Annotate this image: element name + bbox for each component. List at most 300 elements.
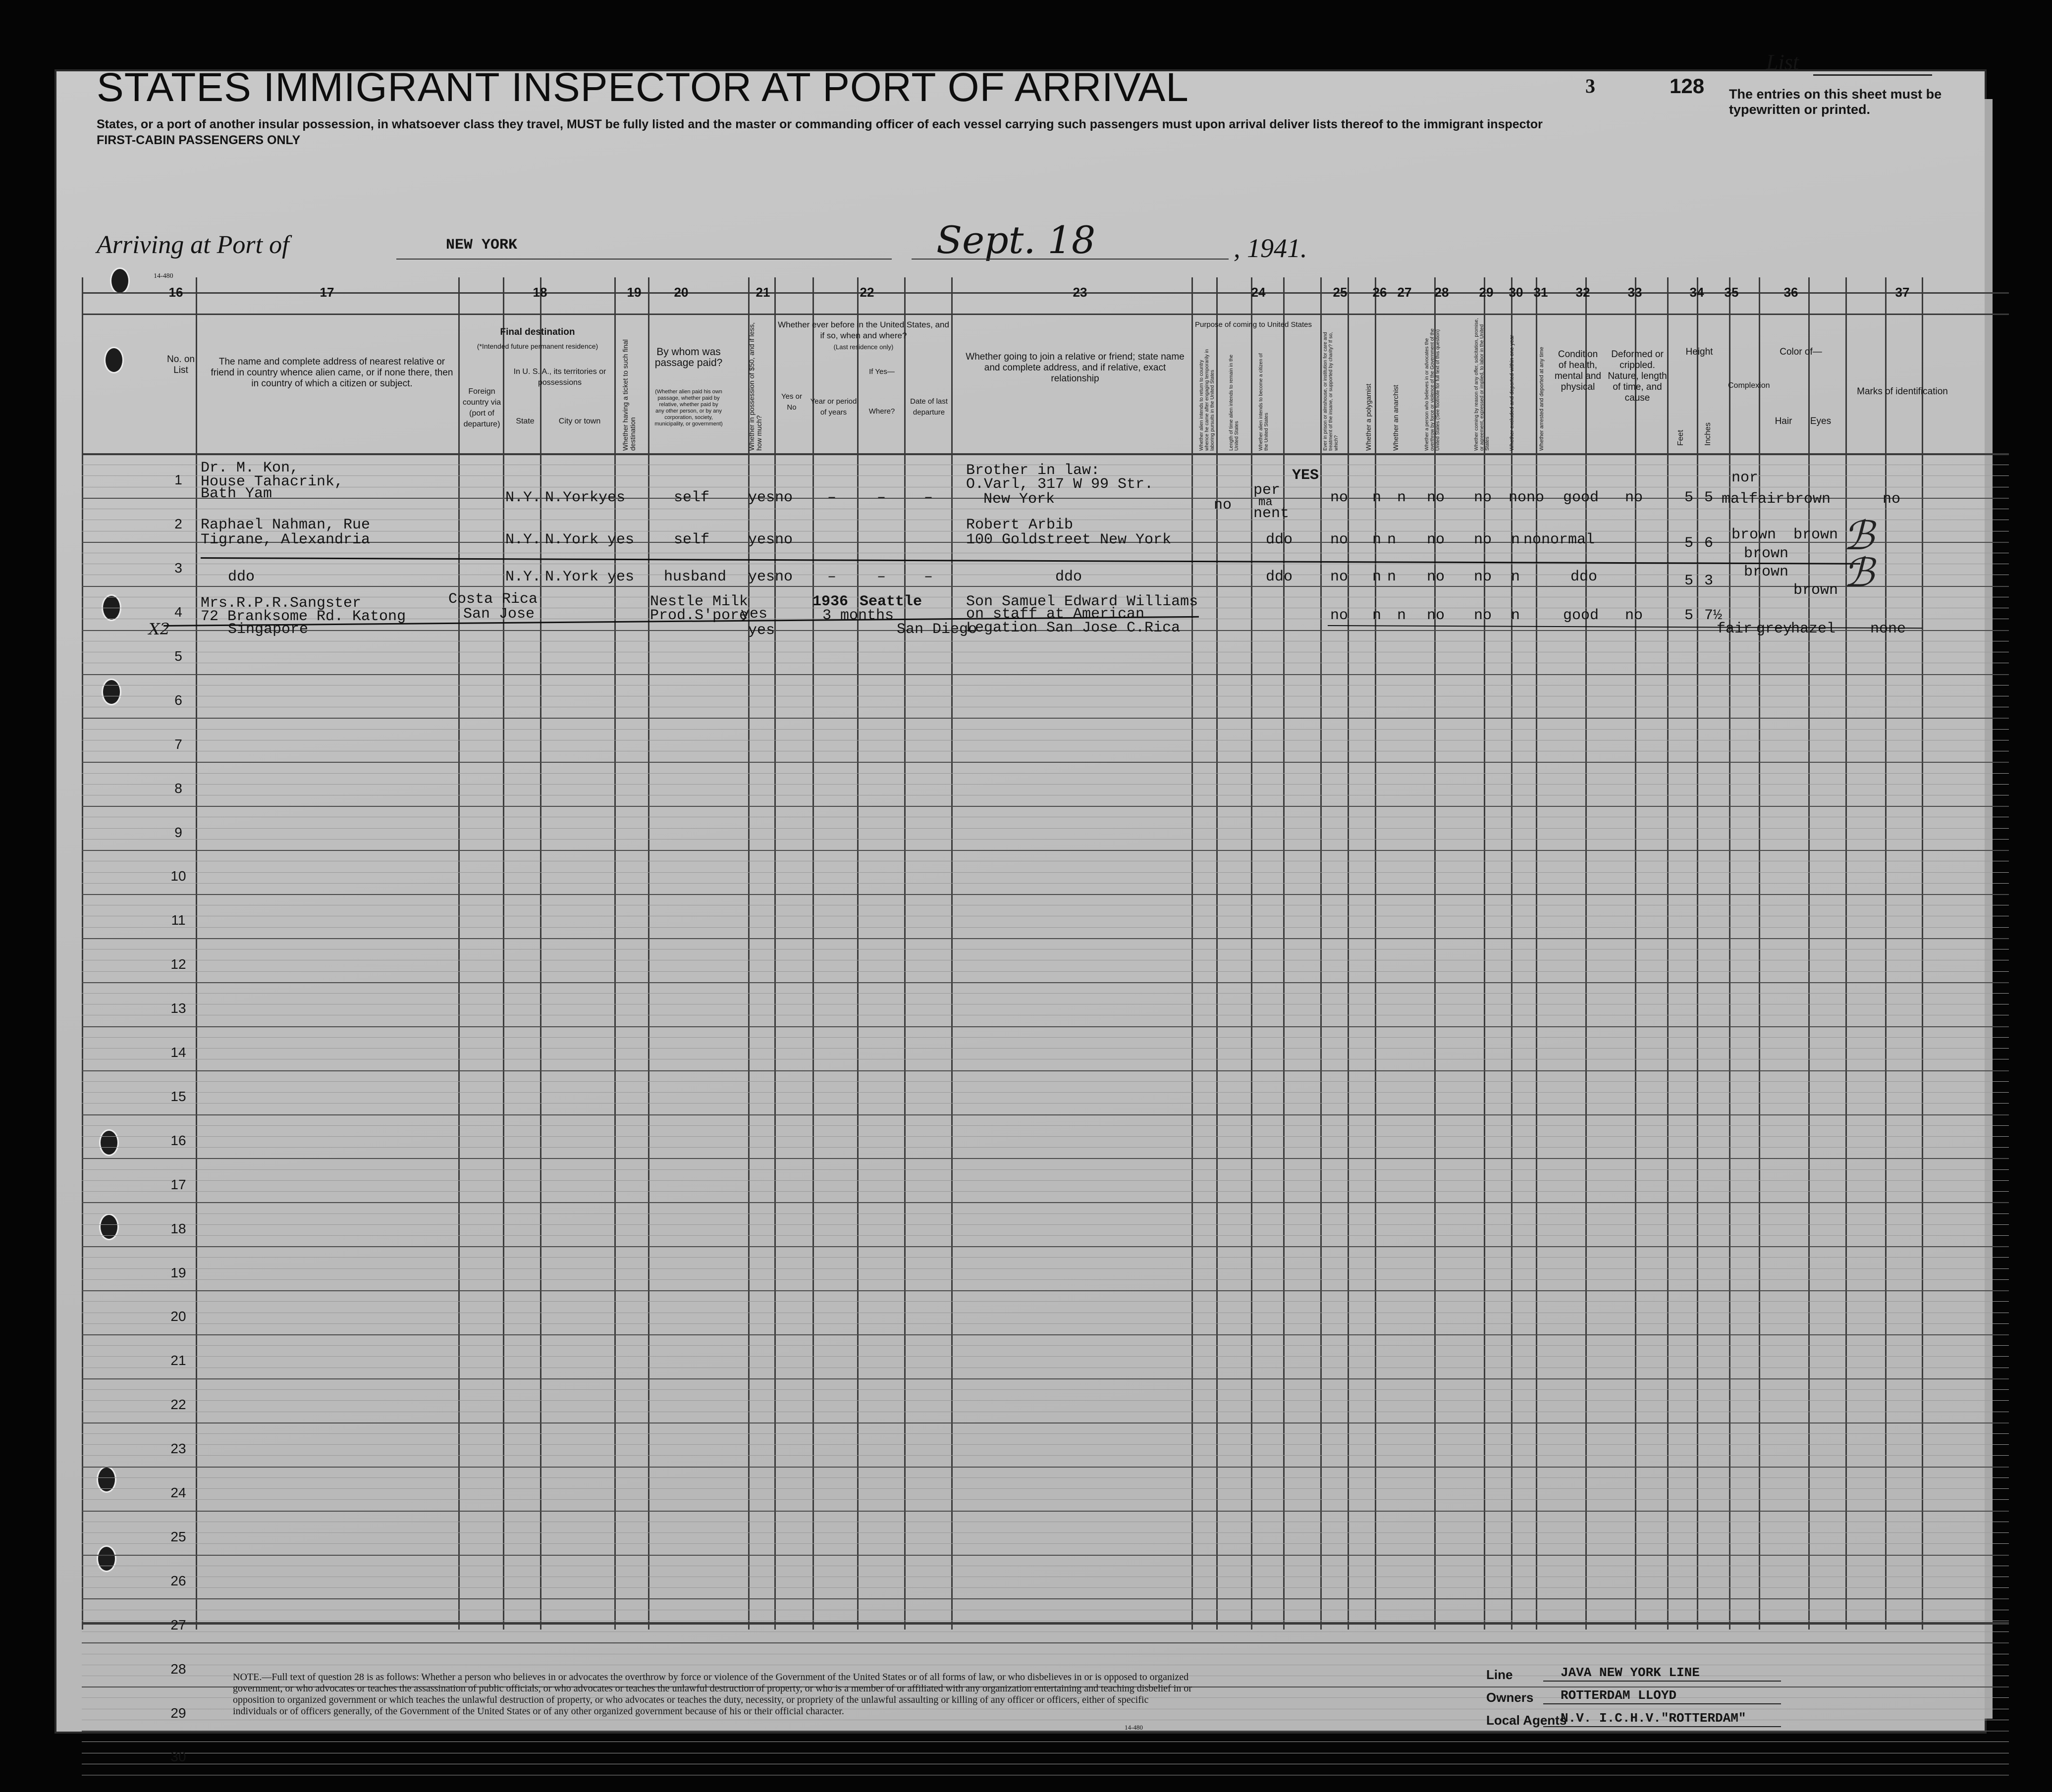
r2-prison: no bbox=[1330, 531, 1349, 548]
row-rule bbox=[82, 718, 2009, 719]
r2-feet: 5 bbox=[1684, 535, 1694, 552]
r1-eyes: brown bbox=[1786, 491, 1831, 508]
col-number: 25 bbox=[1333, 285, 1348, 300]
r2-eyes-b: brown bbox=[1744, 545, 1789, 562]
r3-relative: ddo bbox=[228, 569, 255, 585]
r3-prison: no bbox=[1330, 569, 1349, 585]
row-rule bbox=[82, 1511, 2009, 1512]
header-final-destination-note: (*Intended future permanent residence) bbox=[477, 342, 598, 350]
col-line bbox=[458, 277, 460, 1630]
row-number: 19 bbox=[170, 1265, 186, 1280]
ruled-line bbox=[82, 773, 2009, 774]
row-rule bbox=[82, 894, 2009, 895]
r3-state: N.Y. bbox=[505, 569, 541, 585]
row-rule bbox=[82, 850, 2009, 851]
row-rule bbox=[82, 1246, 2009, 1247]
ruled-line bbox=[82, 1037, 2009, 1038]
ruled-line bbox=[82, 1543, 2009, 1544]
header-polygamist: Whether a polygamist bbox=[1364, 383, 1372, 451]
r1-health: good bbox=[1563, 489, 1599, 506]
r1-relative-line2: House Tahacrink, bbox=[201, 474, 344, 490]
ruled-line bbox=[82, 1048, 2009, 1049]
r2-joining-line1: Robert Arbib bbox=[966, 517, 1074, 533]
r4-where-line2: San Diego bbox=[897, 621, 977, 638]
r4-joining-line3: Legation San Jose C.Rica bbox=[966, 620, 1181, 636]
row-number: 16 bbox=[170, 1133, 186, 1148]
row-rule bbox=[82, 1158, 2009, 1159]
col-line bbox=[614, 277, 616, 1630]
ruled-line bbox=[82, 1356, 2009, 1357]
r1-year: – bbox=[827, 489, 837, 506]
col-number: 17 bbox=[320, 285, 334, 300]
ruled-line bbox=[82, 1268, 2009, 1269]
footnote: NOTE.—Full text of question 28 is as follows: Whether a person who believes in or advocates the overthrow by force or violence of the Government of the United States or of all forms of law, or who disbelieves in or is opposed to organized government, or who advocates or teaches the assassination of public officials, or who advocates or teaches the unlawful destruction of property, or who is a member of or affiliated with any organization entertaining and teaching disbelief in or opposition to organized government or which teaches the unlawful destruction of property, or who advocates or teaches the duty, necessity, or propriety of the unlawful assaulting or killing of any officer or officers, either of specific individuals or of officers generally, of the Government of the United States or of any other organized government because of his or their official character. bbox=[233, 1672, 1192, 1717]
r4-polygamist: n bbox=[1372, 607, 1382, 624]
form-code: 14-480 bbox=[154, 272, 173, 280]
header-last-residence: (Last residence only) bbox=[833, 343, 894, 351]
r1-deported: nono bbox=[1509, 489, 1545, 506]
line-rule bbox=[1543, 1681, 1781, 1682]
r3-deported: n bbox=[1511, 569, 1520, 585]
r1-hair: fair bbox=[1749, 491, 1785, 508]
row-number: 28 bbox=[170, 1661, 186, 1677]
owners-label: Owners bbox=[1486, 1690, 1534, 1705]
ruled-line bbox=[82, 1389, 2009, 1390]
row-number: 8 bbox=[174, 781, 182, 796]
row-number: 29 bbox=[170, 1705, 186, 1721]
r3-health: ddo bbox=[1570, 569, 1598, 585]
header-date-departure: Date of last departure bbox=[910, 397, 948, 417]
list-label: List bbox=[1766, 50, 1799, 74]
row-rule bbox=[82, 1642, 2009, 1643]
col-line bbox=[1667, 277, 1669, 1630]
ruled-line bbox=[82, 1741, 2009, 1742]
ruled-line bbox=[82, 1477, 2009, 1478]
ruled-line bbox=[82, 1224, 2009, 1225]
col-number: 21 bbox=[756, 285, 770, 300]
list-number-line bbox=[1813, 74, 1932, 76]
r4-money-a: yes bbox=[741, 606, 768, 623]
ruled-line bbox=[82, 1587, 2009, 1588]
col-line bbox=[1536, 277, 1537, 1630]
header-purpose-a: Whether alien intends to return to country whence he came after engaging temporarily in laboring pursuits in the United States bbox=[1199, 349, 1215, 451]
r2-joining-line2: 100 Goldstreet New York bbox=[966, 531, 1172, 548]
ruled-line bbox=[82, 1136, 2009, 1137]
r3-contract: no bbox=[1474, 569, 1492, 585]
r2-eyes: brown bbox=[1793, 527, 1838, 543]
r2-hair: brown bbox=[1731, 527, 1777, 543]
header-final-destination: Final destination bbox=[500, 327, 575, 337]
header-deformed: Deformed or crippled. Nature, length of time, and cause bbox=[1608, 349, 1667, 403]
r4-year-line2: 3 months bbox=[822, 607, 894, 624]
r4-inches: 7½ bbox=[1704, 607, 1723, 624]
row-rule bbox=[82, 938, 2009, 939]
col-line bbox=[1484, 277, 1485, 1630]
col-number: 19 bbox=[627, 285, 642, 300]
ruled-line bbox=[82, 1488, 2009, 1489]
ruled-line bbox=[82, 1444, 2009, 1445]
ruled-line bbox=[82, 1279, 2009, 1280]
row-number: 18 bbox=[170, 1221, 186, 1236]
col-line bbox=[857, 277, 859, 1630]
col-line bbox=[82, 277, 83, 1630]
agents-rule bbox=[1543, 1726, 1781, 1727]
col-line bbox=[1845, 277, 1847, 1630]
col-line bbox=[1434, 277, 1436, 1630]
ruled-line bbox=[82, 1400, 2009, 1401]
row-number: 12 bbox=[170, 956, 186, 972]
ruled-line bbox=[82, 971, 2009, 972]
r3-eyes: brown bbox=[1793, 582, 1838, 599]
r3-overthrow: no bbox=[1427, 569, 1445, 585]
r4-relative-line1: Mrs.R.P.R.Sangster bbox=[201, 595, 362, 612]
r4-foreign-line1: Costa Rica bbox=[448, 591, 538, 608]
header-color-of: Color of— bbox=[1780, 347, 1822, 357]
r1-intent: no bbox=[1214, 497, 1232, 514]
ruled-line bbox=[82, 1169, 2009, 1170]
col-number: 33 bbox=[1627, 285, 1642, 300]
initials-signature: ℬ bbox=[1843, 550, 1874, 596]
col-line bbox=[1585, 277, 1587, 1630]
col-line bbox=[1375, 277, 1376, 1630]
col-line bbox=[1283, 277, 1285, 1630]
header-money: Whether in possession of $50, and if less, how much? bbox=[748, 322, 763, 451]
ruled-line bbox=[82, 1323, 2009, 1324]
row-rule bbox=[82, 1775, 2009, 1776]
ruled-line bbox=[82, 1103, 2009, 1104]
row-rule bbox=[82, 1555, 2009, 1556]
header-eyes: Eyes bbox=[1810, 416, 1832, 426]
ruled-line bbox=[82, 1433, 2009, 1434]
r1-feet: 5 bbox=[1684, 489, 1694, 506]
col-line bbox=[904, 277, 906, 1630]
r4-foreign-line2: San Jose bbox=[463, 606, 535, 623]
col-number: 23 bbox=[1073, 285, 1087, 300]
col-number: 24 bbox=[1251, 285, 1266, 300]
row-number: 20 bbox=[170, 1309, 186, 1324]
r1-city: N.Yorkyes bbox=[545, 489, 626, 506]
r1-complexion-b: mal bbox=[1722, 491, 1749, 508]
header-in-usa: In U. S. A., its territories or possessions bbox=[513, 368, 606, 387]
header-arrested: Whether arrested and deported at any time bbox=[1539, 347, 1545, 451]
r4-health: good bbox=[1563, 607, 1599, 624]
ruled-line bbox=[82, 872, 2009, 873]
r1-deformed: no bbox=[1625, 489, 1643, 506]
ruled-line bbox=[82, 1301, 2009, 1302]
arrival-year: , 1941. bbox=[1234, 233, 1307, 263]
col-number: 35 bbox=[1724, 285, 1739, 300]
r3-inches: 3 bbox=[1704, 573, 1714, 589]
r1-joining-line1: Brother in law: bbox=[966, 462, 1100, 479]
row-rule bbox=[82, 1378, 2009, 1379]
r1-contract: no bbox=[1474, 489, 1492, 506]
header-overthrow: Whether a person who believes in or advocates the overthrow by force or violence of the Government of the United States (See footnote for full text of this question) bbox=[1424, 328, 1441, 451]
row-number: 9 bbox=[174, 825, 182, 840]
r2-contract: no bbox=[1474, 531, 1492, 548]
r1-state: N.Y. bbox=[505, 489, 541, 506]
col-number: 20 bbox=[674, 285, 689, 300]
r4-joining-line1: Son Samuel Edward Williams bbox=[966, 593, 1198, 610]
r2-paid: self bbox=[674, 531, 710, 548]
row-rule bbox=[82, 586, 2009, 587]
col-line bbox=[648, 277, 649, 1630]
r1-marks: no bbox=[1883, 491, 1901, 508]
r1-relative-line1: Dr. M. Kon, bbox=[201, 460, 299, 476]
r3-paid: husband bbox=[664, 569, 727, 585]
row-number: 27 bbox=[170, 1617, 186, 1633]
date-rule bbox=[912, 259, 1229, 260]
r4-check-mark: X2 bbox=[149, 620, 170, 638]
arrival-date: Sept. 18 bbox=[936, 218, 1096, 262]
ruled-line bbox=[82, 1147, 2009, 1148]
r3-year: – bbox=[827, 569, 837, 585]
r1-prison: no bbox=[1330, 489, 1349, 506]
r1-relative-line3: Bath Yam bbox=[201, 485, 272, 502]
r1-polygamist: n bbox=[1372, 489, 1382, 506]
r1-complexion: nor bbox=[1731, 470, 1759, 486]
r4-joining-line2: on staff at American bbox=[966, 606, 1145, 623]
ruled-line bbox=[82, 784, 2009, 785]
ruled-line bbox=[82, 1191, 2009, 1192]
r4-year-line1: 1936 bbox=[812, 593, 849, 610]
ruled-line bbox=[82, 1180, 2009, 1181]
rule bbox=[82, 453, 2009, 455]
r1-joining-line2: O.Varl, 317 W 99 Str. bbox=[966, 476, 1154, 493]
r1-inches: 5 bbox=[1704, 489, 1714, 506]
r4-feet: 5 bbox=[1684, 607, 1694, 624]
col-line bbox=[812, 277, 814, 1630]
r1-overthrow: no bbox=[1427, 489, 1445, 506]
subtitle-line: FIRST-CABIN PASSENGERS ONLY bbox=[97, 133, 301, 147]
r2-money: yesno bbox=[748, 531, 793, 548]
row-number: 10 bbox=[170, 868, 186, 884]
r3-joining: ddo bbox=[1055, 569, 1082, 585]
line-label: Line bbox=[1486, 1667, 1513, 1682]
r2-state: N.Y. bbox=[505, 531, 541, 548]
header-purpose-c: Whether alien intends to become a citizen of the United States bbox=[1258, 353, 1269, 451]
r2-overthrow: no bbox=[1427, 531, 1445, 548]
header-foreign-country: Foreign country via (port of departure) bbox=[462, 387, 501, 428]
r2-city: N.York yes bbox=[545, 531, 635, 548]
header-purpose-b: Length of time alien intends to remain in the United States bbox=[1229, 354, 1240, 451]
ruled-line bbox=[82, 1081, 2009, 1082]
ruled-line bbox=[82, 1125, 2009, 1126]
row-rule bbox=[82, 1290, 2009, 1291]
header-anarchist: Whether an anarchist bbox=[1392, 384, 1400, 451]
r3-money: yesno bbox=[748, 569, 793, 585]
r1-joining-line3: New York bbox=[983, 491, 1055, 508]
row-number: 3 bbox=[174, 560, 182, 576]
col-number: 34 bbox=[1689, 285, 1704, 300]
r3-city: N.York yes bbox=[545, 569, 635, 585]
rule bbox=[82, 314, 2009, 315]
ruled-line bbox=[82, 729, 2009, 730]
header-prison: Ever in prison or almshouse, or institution for care and treatment of the insane, or supported by charity? If so, which? bbox=[1323, 332, 1339, 451]
header-if-yes: If Yes— bbox=[869, 368, 895, 376]
r4-where-line1: Seattle bbox=[860, 593, 922, 610]
r1-where: – bbox=[877, 489, 886, 506]
r3-anarchist: n bbox=[1387, 569, 1397, 585]
r1-length-a: per bbox=[1253, 482, 1281, 499]
header-contract: Whether coming by reason of any offer, solicitation, promise, or agreement, expressed or implied, to labor in the United States bbox=[1474, 318, 1490, 451]
header-city: City or town bbox=[558, 417, 601, 425]
col-line bbox=[503, 277, 504, 1630]
ruled-line bbox=[82, 1499, 2009, 1500]
col-number: 32 bbox=[1575, 285, 1590, 300]
r4-money-b: yes bbox=[748, 622, 775, 639]
col-number: 26 bbox=[1372, 285, 1387, 300]
col-number: 31 bbox=[1533, 285, 1548, 300]
ruled-line bbox=[82, 1257, 2009, 1258]
header-joining: Whether going to join a relative or friend; state name and complete address, and if relative, exact relationship bbox=[966, 352, 1185, 384]
row-number: 1 bbox=[174, 472, 182, 487]
ruled-line bbox=[82, 828, 2009, 829]
col-line bbox=[1320, 277, 1322, 1630]
r1-money: yesno bbox=[748, 489, 793, 506]
col-number: 18 bbox=[533, 285, 547, 300]
r1-citizen: YES bbox=[1292, 467, 1319, 484]
row-number: 24 bbox=[170, 1485, 186, 1500]
header-purpose: Purpose of coming to United States bbox=[1195, 320, 1312, 329]
col-line bbox=[951, 277, 953, 1630]
r4-relative-line3: Singapore bbox=[228, 621, 309, 638]
r4-prison: no bbox=[1330, 607, 1349, 624]
r4-deformed: no bbox=[1625, 607, 1643, 624]
col-number: 29 bbox=[1479, 285, 1494, 300]
col-line bbox=[748, 277, 750, 1630]
col-line bbox=[1922, 277, 1923, 1630]
row-number: 30 bbox=[170, 1749, 186, 1764]
col-number: 36 bbox=[1783, 285, 1798, 300]
footnote-code: 14-480 bbox=[1125, 1724, 1143, 1731]
row-rule bbox=[82, 1202, 2009, 1203]
col-line bbox=[1697, 277, 1698, 1630]
ruled-line bbox=[82, 1092, 2009, 1093]
ruled-line bbox=[82, 1455, 2009, 1456]
col-line bbox=[196, 277, 197, 1630]
typewritten-note: The entries on this sheet must be typewritten or printed. bbox=[1729, 87, 1942, 117]
ruled-line bbox=[82, 1532, 2009, 1533]
r2-length: ddo bbox=[1266, 531, 1293, 548]
col-number: 22 bbox=[860, 285, 874, 300]
ruled-line bbox=[82, 1235, 2009, 1236]
col-line bbox=[1251, 277, 1252, 1630]
header-year-period: Year or period of years bbox=[810, 397, 857, 417]
header-passage-paid: By whom was passage paid? bbox=[654, 346, 723, 369]
header-feet: Feet bbox=[1676, 429, 1685, 446]
port-rule bbox=[396, 259, 892, 260]
r3-polygamist: n bbox=[1372, 569, 1382, 585]
ruled-line bbox=[82, 927, 2009, 928]
header-where: Where? bbox=[868, 407, 895, 416]
r4-eyes: hazel bbox=[1791, 621, 1836, 637]
ruled-line bbox=[82, 883, 2009, 884]
col-line bbox=[1216, 277, 1218, 1630]
col-number: 37 bbox=[1895, 285, 1910, 300]
row-rule bbox=[82, 1467, 2009, 1468]
col-number: 30 bbox=[1509, 285, 1523, 300]
r2-relative-line1: Raphael Nahman, Rue bbox=[201, 517, 371, 533]
r2-relative-line2: Tigrane, Alexandria bbox=[201, 531, 371, 548]
row-number: 26 bbox=[170, 1573, 186, 1588]
header-marks: Marks of identification bbox=[1857, 386, 1948, 397]
r3-hair: brown bbox=[1744, 564, 1789, 580]
r2-deported: n bbox=[1511, 531, 1520, 548]
r4-anarchist: n bbox=[1397, 607, 1406, 624]
initials-signature: ℬ bbox=[1843, 513, 1874, 559]
header-before-in-us: Whether ever before in the United States, and if so, when and where? bbox=[778, 320, 949, 340]
row-rule bbox=[82, 982, 2009, 983]
ruled-line bbox=[82, 1345, 2009, 1346]
agents-value: N.V. I.C.H.V."ROTTERDAM" bbox=[1561, 1711, 1746, 1726]
col-number: 16 bbox=[168, 285, 183, 300]
row-rule bbox=[82, 762, 2009, 763]
row-number: 21 bbox=[170, 1353, 186, 1368]
owners-value: ROTTERDAM LLOYD bbox=[1561, 1688, 1677, 1703]
row-number: 7 bbox=[174, 737, 182, 752]
ruled-line bbox=[82, 1213, 2009, 1214]
header-hair: Hair bbox=[1775, 416, 1792, 426]
header-state: State bbox=[516, 417, 535, 425]
row-rule bbox=[82, 1026, 2009, 1027]
row-number: 14 bbox=[170, 1045, 186, 1060]
row-number: 22 bbox=[170, 1397, 186, 1412]
agents-label: Local Agents bbox=[1486, 1713, 1567, 1728]
r4-deported: n bbox=[1511, 607, 1520, 624]
header-no-on-list: No. on List bbox=[167, 354, 195, 375]
row-rule bbox=[82, 1114, 2009, 1115]
r4-relative-line2: 72 Branksome Rd. Katong bbox=[201, 608, 406, 625]
subtitle-line: States, or a port of another insular possession, in whatsoever class they travel, MUST be fully listed and the master or commanding officer of each vessel carrying such passengers must upon arrival deliver lists thereof to the immigrant inspector bbox=[97, 117, 1543, 131]
header-inches: Inches bbox=[1704, 422, 1712, 446]
r3-departure: – bbox=[924, 569, 933, 585]
r1-length-b: ma bbox=[1258, 496, 1273, 509]
col-line bbox=[1808, 277, 1810, 1630]
col-number: 28 bbox=[1434, 285, 1449, 300]
owners-rule bbox=[1543, 1703, 1781, 1704]
r4-complexion: fair bbox=[1717, 621, 1753, 637]
subtitle bbox=[97, 116, 1682, 148]
col-line bbox=[1511, 277, 1512, 1630]
rule bbox=[82, 1622, 2009, 1625]
col-line bbox=[1348, 277, 1349, 1630]
sheet-mark: 3 bbox=[1585, 75, 1595, 97]
row-number: 4 bbox=[174, 604, 182, 620]
header-condition: Condition of health, mental and physical bbox=[1554, 349, 1601, 392]
r3-length: ddo bbox=[1266, 569, 1293, 585]
sheet-number: 128 bbox=[1670, 74, 1705, 98]
col-line bbox=[774, 277, 776, 1630]
header-complexion: Complexion bbox=[1728, 381, 1770, 390]
arriving-label: Arriving at Port of bbox=[97, 231, 289, 259]
row-number: 6 bbox=[174, 692, 182, 708]
row-number: 25 bbox=[170, 1529, 186, 1544]
page-title: STATES IMMIGRANT INSPECTOR AT PORT OF ARRIVAL bbox=[97, 65, 1189, 110]
r2-health: nonormal bbox=[1523, 531, 1595, 548]
row-number: 5 bbox=[174, 648, 182, 664]
row-rule bbox=[82, 674, 2009, 675]
header-yes-no: Yes or No bbox=[781, 392, 802, 412]
r1-anarchist: n bbox=[1397, 489, 1406, 506]
row-rule bbox=[82, 1070, 2009, 1071]
col-number: 27 bbox=[1397, 285, 1412, 300]
header-nearest-relative: The name and complete address of nearest relative or friend in country whence alien came, or if none there, then in country of which a citizen or subject. bbox=[211, 357, 453, 389]
r1-length-c: nent bbox=[1253, 505, 1290, 522]
r2-inches: 6 bbox=[1704, 535, 1714, 552]
col-line bbox=[540, 277, 541, 1630]
r4-paid-line2: Prod.S'pore bbox=[650, 607, 749, 624]
col-line bbox=[1759, 277, 1760, 1630]
